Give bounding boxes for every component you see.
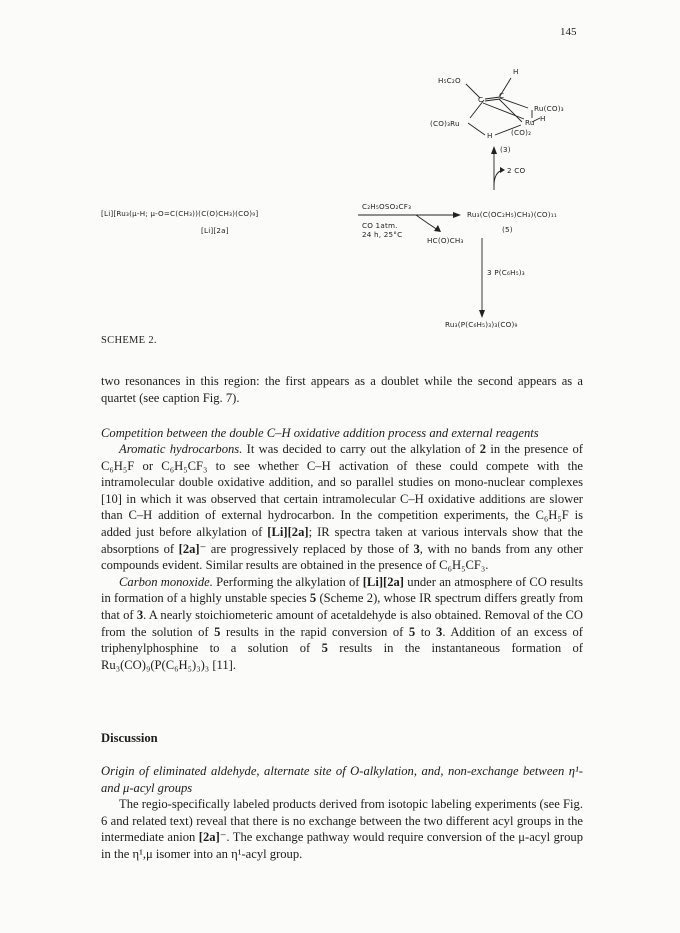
co-text-6: to [415, 624, 437, 639]
compound-2-ref: 2 [479, 442, 487, 456]
bridging-h-label: H [487, 131, 493, 140]
arrow-up-head [491, 146, 497, 154]
co-text-1: Performing the alkylation of [212, 574, 363, 589]
co-text-7: . Addition of an excess of triphenylphosphine to a solution of [101, 624, 584, 656]
co-loss-label: 2 CO [507, 166, 526, 175]
carbon-left-label: C [478, 95, 484, 104]
reagent-label: C₂H₅OSO₂CF₃ [362, 202, 412, 211]
compound-3-ref-3: 3 [436, 624, 443, 639]
aromatic-text-1: It was decided to carry out the alkylation of [242, 442, 480, 456]
aromatic-text-4: ⁻ are progressively replaced by those of [199, 541, 414, 556]
bond-c-ru-cross [483, 103, 524, 119]
carbon-right-label: C [499, 91, 505, 100]
product-5-formula: Ru₃(C(OC₂H₅)CH₃)(CO)₁₁ [467, 210, 557, 219]
reaction-arrow-head [453, 212, 461, 218]
aromatic-text-5: , with no bands from any other compounds evident. Similar results are obtained in the presence of C₆H₅CF₃. [101, 541, 583, 573]
co2-label: (CO)₂ [511, 128, 532, 137]
reactant-formula: [Li][Ru₃(μ-H; μ-O=C(CH₃))(C(O)CH₃)(CO)₉] [101, 209, 259, 218]
aromatic-text-2: in the presence of C₆H₅F or C₆H₅CF₃ to see whether C–H activation of these could compete with the intramolecular double oxidative addition, and so parallel studies on mono-nuclear complexes [10] in which it was observed that certain intramolecular C–H oxidative additions are slower than C–H addition of external hydrocarbon. In the competition experiments, the C₆H₅F is added just before alkylation of [101, 442, 583, 539]
co-text-3: (Scheme 2), whose IR spectrum differs greatly from that of [101, 591, 583, 622]
paragraph-aromatic [101, 441, 583, 574]
anion-2a-ref-2: [2a] [198, 830, 220, 845]
discussion-text-1: The regio-specifically labeled products derived from isotopic labeling experiments (see Fig. 6 and related text) reveal that there is no exchange between the two different acyl groups in the intermediate anion [101, 797, 583, 845]
paragraph-carbon-monoxide [101, 574, 583, 674]
top-h-label: H [513, 67, 519, 76]
ru-co3-left-label: (CO)₃Ru [430, 119, 460, 128]
compound-5-ref: 5 [309, 591, 317, 606]
bond-ru-h-bridge [468, 123, 485, 135]
conditions-co-label: CO 1atm. [362, 221, 398, 230]
byproduct-curve [416, 215, 438, 230]
bond-c-c-2 [485, 99, 500, 101]
co-loss-head [500, 167, 505, 173]
subheading-origin: Origin of eliminated aldehyde, alternate site of O-alkylation, and, non-exchange between η¹- and μ-acyl groups [101, 764, 583, 795]
co-text-5: results in the rapid conversion of [220, 624, 409, 639]
anion-2a-ref: [2a] [178, 541, 200, 556]
aromatic-text-3: ; IR spectra taken at various intervals show that the absorptions of [101, 524, 583, 556]
paragraph-resonances [101, 373, 583, 406]
paragraph-resonances-text: two resonances in this region: the first appears as a doublet while the second appears as a quartet (see caption Fig. 7). [101, 374, 583, 405]
phosphine-label: 3 P(C₆H₅)₃ [487, 268, 525, 277]
aromatic-heading: Aromatic hydrocarbons. [119, 442, 243, 456]
compound-3-ref: 3 [413, 541, 420, 556]
ru-bottom-label: Ru [525, 118, 535, 127]
scheme-drawing [0, 0, 680, 340]
compound-3-number: (3) [500, 145, 511, 154]
co-text-8: results in the instantaneous formation of Ru₃(CO)₉(P(C₆H₅)₃)₃ [11]. [101, 641, 583, 672]
discussion-text-2: ⁻. The exchange pathway would require conversion of the μ-acyl group in the η¹,μ isomer into an η¹-acyl group. [101, 830, 583, 861]
page-number: 145 [560, 26, 577, 38]
heading-discussion: Discussion [101, 731, 158, 745]
compound-5-ref-4: 5 [321, 641, 328, 656]
final-product-formula: Ru₃(P(C₆H₅)₃)₃(CO)₉ [445, 320, 518, 329]
conditions-time-label: 24 h, 25°C [362, 230, 403, 239]
co-loss-curve [494, 170, 503, 186]
compound-5-ref-2: 5 [214, 624, 221, 639]
reactant-label: [Li][2a] [201, 226, 229, 235]
scheme-caption: SCHEME 2. [101, 335, 157, 346]
bond-c-c-1 [485, 97, 500, 99]
ru-co3-right-label: Ru(CO)₃ [534, 104, 564, 113]
product-5-number: (5) [502, 225, 513, 234]
ru-hydride-label: H [540, 114, 546, 123]
co-heading: Carbon monoxide. [119, 574, 213, 589]
paragraph-competition [101, 441, 583, 673]
ethoxy-label: H₅C₂O [438, 76, 461, 85]
byproduct-label: HC(O)CH₃ [427, 236, 464, 245]
heading-competition: Competition between the double C–H oxidative addition process and external reagents [101, 426, 539, 440]
paragraph-discussion-text [101, 796, 583, 862]
co-text-4: . A nearly stoichiometeric amount of acetaldehyde is also obtained. Removal of the CO from the solution of [101, 607, 583, 639]
compound-3-ref-2: 3 [136, 607, 144, 622]
li2a-ref-2: [Li][2a] [362, 574, 405, 589]
li2a-ref: [Li][2a] [267, 524, 309, 539]
compound-5-ref-3: 5 [408, 624, 416, 639]
arrow-down-head [479, 310, 485, 318]
co-text-2: under an atmosphere of CO results in formation of a highly unstable species [101, 574, 584, 606]
paragraph-discussion [101, 796, 583, 862]
